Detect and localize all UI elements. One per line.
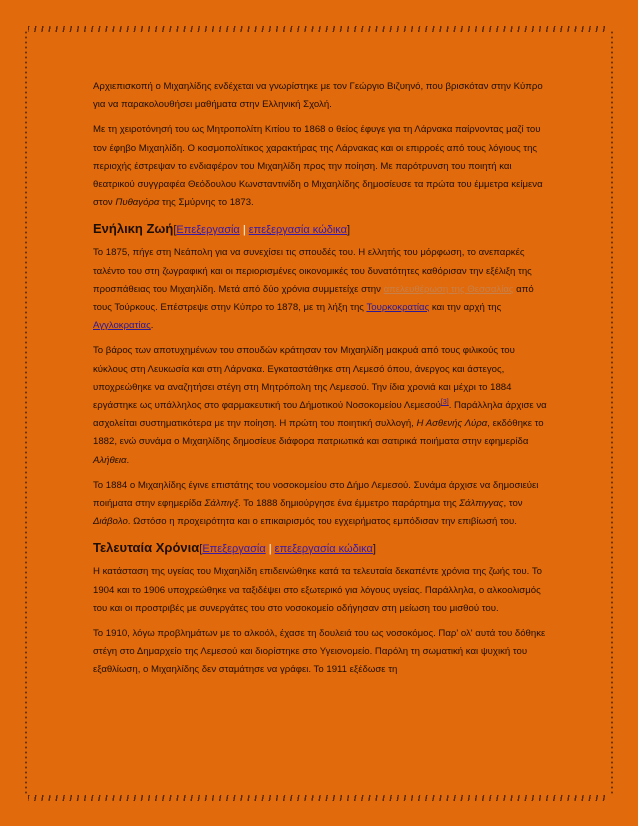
link-thessaly-liberation[interactable]: απελευθέρωση της Θεσσαλίας <box>383 283 514 295</box>
page-border-bottom <box>28 795 610 801</box>
supplement-name: Διάβολο <box>93 516 128 528</box>
link-british-rule[interactable]: Αγγλοκρατίας <box>93 320 151 332</box>
paragraph-adult-3: Το 1884 ο Μιχαηλίδης έγινε επιστάτης του νοσοκομείου στο Δήμο Λεμεσού. Συνάμα άρχισε να δημοσιεύει ποιήματα στην εφημερίδα Σάλπιγξ. Το 1888 δημιούργησε ένα έμμετρο παράρτημα της Σάλπιγγας, τον Διάβολο. Ωστόσο η προχειρότητα και ο επικαιρισμός του εγχειρήματος εμπόδισαν την επιβίωσή του. <box>93 479 539 528</box>
edit-link[interactable]: Επεξεργασία <box>202 543 266 556</box>
paragraph-adult-2: Το βάρος των αποτυχημένων του σπουδών κράτησαν τον Μιχαηλίδη μακρυά από τους φιλικούς του κύκλους στη Λευκωσία και στη Λάρνακα. Εγκαταστάθηκε στη Λεμεσό όπου, άνεργος και άστεγος, υποχρεώθηκε να αναζητήσει στέγη στη Μητρόπολη της Λεμεσού. Την ίδια χρονιά και μέχρι το 1884 εργάστηκε ως υπάλληλος στο φαρμακευτική του Δήμοτικού Νοσοκομείου Λεμεσού[3]. Παράλληλα άρχισε να ασχολείται συστηματικότερα με την ποίηση. Η πρώτη του ποιητική συλλογή, Η Ασθενής Λύρα, εκδόθηκε το 1882, ενώ συνάμα ο Μιχαηλίδης δημοσίευε διάφορα πατριωτικά και σατιρικά ποιήματα στην εφημερίδα Αλήθεια. <box>93 345 547 466</box>
newspaper-name: Σάλπιγγας <box>459 498 504 510</box>
link-turkocracy[interactable]: Τουρκοκρατίας <box>366 302 430 314</box>
paragraph-late-2: Το 1910, λόγω προβλημάτων με το αλκοόλ, έχασε τη δουλειά του ως νοσοκόμος. Παρ' ολ' αυτά του δόθηκε στέγη στο Δημαρχείο της Λεμεσού και διορίστηκε στο Υγειονομείο. Παρόλη τη σωματική και ψυχική του εξαθλίωση, ο Μιχαηλίδης δεν σταμάτησε να γράφει. Το 1911 εξέδωσε τη <box>93 628 546 676</box>
paragraph-late-1: Η κατάσταση της υγείας του Μιχαηλίδη επιδεινώθηκε κατά τα τελευταία δεκαπέντε χρόνια της ζωής του. Το 1904 και το 1906 υποχρεώθηκε να ταξιδέψει στο εξωτερικό για λόγους υγείας. Παράλληλα, ο αλκοολισμός του και οι προστριβές με συνεργάτες του στο νοσοκομείο οδήγησαν στη μείωση του μισθού του. <box>93 566 542 614</box>
edit-source-link[interactable]: επεξεργασία κώδικα <box>248 224 348 237</box>
edit-section-links: [Επεξεργασία | επεξεργασία κώδικα] <box>173 224 351 237</box>
paragraph-adult-1: Το 1875, πήγε στη Νεάπολη για να συνεχίσει τις σπουδές του. Η ελλητής του μόρφωση, το ανεπαρκές ταλέντο του στη ζωγραφική και οι περιορισμένες οικονομικές του δυνατότητες καθόρισαν την εξέλιξη της προσπάθειας του Μιχαηλίδη. Μετά από δύο χρόνια συμμετείχε στην απελευθέρωση της Θεσσαλίας από τους Τούρκους. Επέστρεψε στην Κύπρο το 1878, με τη λήξη της Τουρκοκρατίας και την αρχή της Αγγλοκρατίας. <box>93 247 534 332</box>
section-heading-final-years: Τελευταία Χρόνια[Επεξεργασία | επεξεργασία κώδικα] <box>93 540 376 556</box>
newspaper-name: Αλήθεια <box>93 454 127 466</box>
paragraph-intro-2: Με τη χειροτόνησή του ως Μητροπολίτη Κιτίου το 1868 ο θείος έφυγε για τη Λάρνακα παίρνοντας μαζί του τον έφηβο Μιχαηλίδη. Ο κοσμοπολίτικος χαρακτήρας της Λάρνακας και οι επιρροές από τους λόγιους της περιοχής έστρεψαν το ενδιαφέρον του Μιχαηλίδη προς την ποίηση. Με παρότρυνση του ποιητή και θεατρικού συγγραφέα Θεόδουλου Κωνσταντινίδη ο Μιχαηλίδης δημοσίευσε τα πρώτα του έμμετρα κείμενα στον Πυθαγόρα της Σμύρνης το 1873. <box>93 124 543 209</box>
paragraph-intro-1: Αρχιεπισκοπή ο Μιχαηλίδης ενδέχεται να γνωρίστηκε με τον Γεώργιο Βιζυηνό, που βρισκόταν στην Κύπρο για να παρακολουθήσει μαθήματα στην Ελληνική Σχολή. <box>93 81 543 111</box>
collection-title: Η Ασθενής Λύρα <box>416 418 488 430</box>
page-border-right <box>611 30 613 796</box>
newspaper-name: Σάλπιγξ <box>204 498 239 510</box>
article-body <box>93 78 548 687</box>
edit-link[interactable]: Επεξεργασία <box>176 224 240 237</box>
reference-link[interactable]: [3] <box>440 398 449 406</box>
journal-name: Πυθαγόρα <box>115 197 160 209</box>
edit-source-link[interactable]: επεξεργασία κώδικα <box>274 543 373 556</box>
page-border-top <box>28 26 610 32</box>
section-heading-adult-life: Ενήλικη Ζωή[Επεξεργασία | επεξεργασία κώδικα] <box>93 221 351 237</box>
page-border-left <box>25 30 27 796</box>
edit-section-links: [Επεξεργασία | επεξεργασία κώδικα] <box>199 543 376 556</box>
reference-superscript <box>441 399 449 406</box>
